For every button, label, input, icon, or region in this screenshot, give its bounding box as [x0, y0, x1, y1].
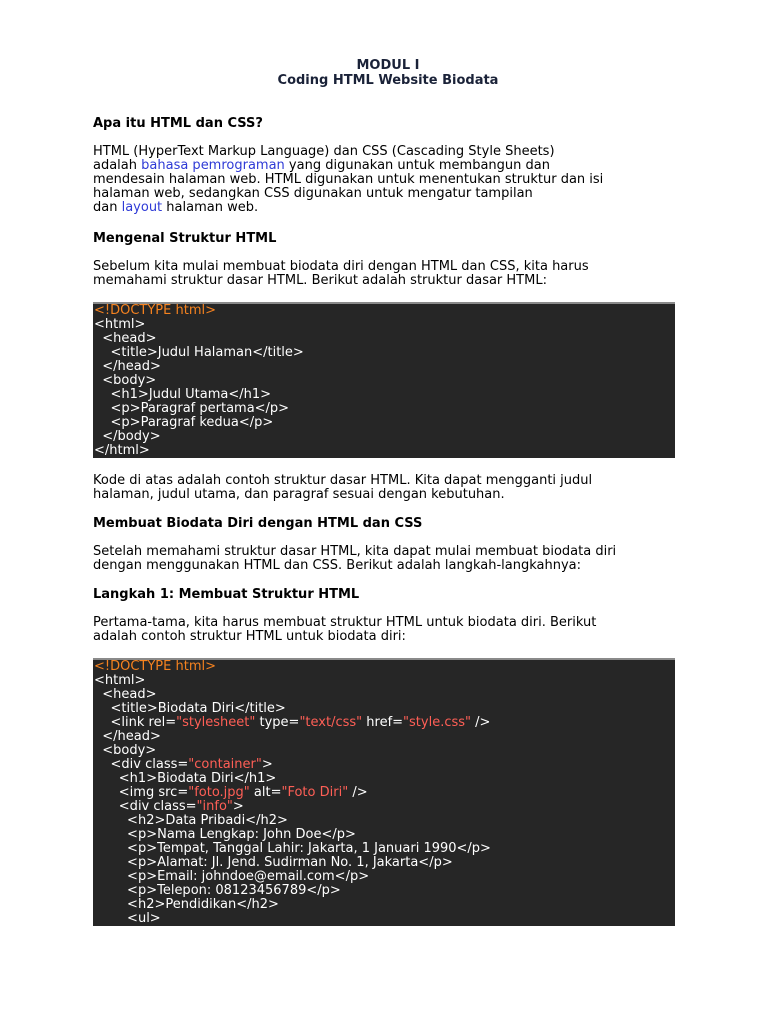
keyword-layout: layout [121, 200, 163, 215]
code-line: </head> [94, 729, 161, 744]
structure-explanation-line-2: halaman, judul utama, dan paragraf sesuai dengan kebutuhan. [93, 487, 505, 502]
step-1-intro-line-2: adalah contoh struktur HTML untuk biodata diri: [93, 629, 406, 644]
code-string: "text/css" [299, 715, 363, 730]
code-token: > [232, 799, 244, 814]
code-token: <div class= [94, 799, 197, 814]
code-string: "Foto Diri" [281, 785, 349, 800]
intro-line-4: halaman web, sedangkan CSS digunakan untuk mengatur tampilan [93, 186, 533, 201]
code-line: </head> [94, 359, 161, 374]
intro-line-3: mendesain halaman web. HTML digunakan untuk menentukan struktur dan isi [93, 172, 604, 187]
code-line: <h1>Judul Utama</h1> [94, 387, 272, 402]
code-string: "style.css" [403, 715, 472, 730]
structure-intro-line-2: memahami struktur dasar HTML. Berikut adalah struktur dasar HTML: [93, 273, 547, 288]
document-title: Coding HTML Website Biodata [277, 73, 499, 88]
intro-line-5-post: halaman web. [162, 200, 259, 215]
code-token: href= [362, 715, 404, 730]
code-line: <p>Email: johndoe@email.com</p> [94, 869, 370, 884]
code-block-basic-structure [93, 302, 675, 458]
code-token: > [261, 757, 273, 772]
code-line: <h2>Data Pribadi</h2> [94, 813, 288, 828]
intro-line-2-post: yang digunakan untuk membangun dan [284, 158, 550, 173]
biodata-intro-line-1: Setelah memahami struktur dasar HTML, kita dapat mulai membuat biodata diri [93, 544, 617, 559]
code-line: <body> [94, 373, 157, 388]
paragraph-structure-intro [93, 260, 683, 288]
paragraph-html-css-intro [93, 145, 683, 215]
section-heading-step-1: Langkah 1: Membuat Struktur HTML [93, 587, 360, 602]
code-token: /> [348, 785, 368, 800]
code-token: type= [255, 715, 300, 730]
code-string: "stylesheet" [176, 715, 256, 730]
code-line: <!DOCTYPE html> [94, 303, 216, 318]
document-page [93, 58, 683, 926]
section-heading-what-is-html-css: Apa itu HTML dan CSS? [93, 116, 263, 131]
step-1-intro-line-1: Pertama-tama, kita harus membuat struktur HTML untuk biodata diri. Berikut [93, 615, 597, 630]
code-line: <head> [94, 331, 157, 346]
code-line: <p>Paragraf pertama</p> [94, 401, 290, 416]
code-string: "foto.jpg" [188, 785, 250, 800]
code-line: <p>Paragraf kedua</p> [94, 415, 274, 430]
section-heading-create-biodata: Membuat Biodata Diri dengan HTML dan CSS [93, 516, 423, 531]
code-token: alt= [249, 785, 282, 800]
code-line: <body> [94, 743, 157, 758]
section-heading-html-structure: Mengenal Struktur HTML [93, 231, 277, 246]
paragraph-biodata-intro [93, 545, 683, 573]
code-line: </html> [94, 443, 150, 458]
code-line: <html> [94, 317, 146, 332]
code-line: <h1>Biodata Diri</h1> [94, 771, 277, 786]
code-line: <!DOCTYPE html> [94, 659, 216, 674]
intro-line-5-pre: dan [93, 200, 122, 215]
code-line: <p>Nama Lengkap: John Doe</p> [94, 827, 356, 842]
intro-line-1: HTML (HyperText Markup Language) dan CSS (Cascading Style Sheets) [93, 144, 555, 159]
module-title: MODUL I [356, 58, 420, 73]
code-token: /> [471, 715, 491, 730]
structure-intro-line-1: Sebelum kita mulai membuat biodata diri dengan HTML dan CSS, kita harus [93, 259, 589, 274]
code-line: </body> [94, 429, 161, 444]
code-string: "info" [196, 799, 233, 814]
code-token: <img src= [94, 785, 189, 800]
code-line: <title>Judul Halaman</title> [94, 345, 304, 360]
code-line: <title>Biodata Diri</title> [94, 701, 286, 716]
code-line [94, 758, 675, 772]
code-line: <h2>Pendidikan</h2> [94, 897, 279, 912]
biodata-intro-line-2: dengan menggunakan HTML dan CSS. Berikut adalah langkah-langkahnya: [93, 558, 582, 573]
code-line: <p>Alamat: Jl. Jend. Sudirman No. 1, Jakarta</p> [94, 855, 453, 870]
code-line [94, 786, 675, 800]
code-line: <ul> [94, 911, 161, 926]
structure-explanation-line-1: Kode di atas adalah contoh struktur dasar HTML. Kita dapat mengganti judul [93, 473, 593, 488]
intro-line-2-pre: adalah [93, 158, 142, 173]
code-token: <link rel= [94, 715, 177, 730]
paragraph-structure-explanation [93, 474, 683, 502]
code-line: <p>Telepon: 08123456789</p> [94, 883, 341, 898]
code-line [94, 800, 675, 814]
code-line: <html> [94, 673, 146, 688]
keyword-bahasa-pemrograman: bahasa pemrograman [141, 158, 285, 173]
code-token: <div class= [94, 757, 189, 772]
title-block [93, 58, 683, 88]
code-string: "container" [188, 757, 262, 772]
code-line [94, 716, 675, 730]
code-block-biodata-structure [93, 658, 675, 926]
code-line: <p>Tempat, Tanggal Lahir: Jakarta, 1 Januari 1990</p> [94, 841, 491, 856]
code-line: <head> [94, 687, 157, 702]
paragraph-step-1-intro [93, 616, 683, 644]
